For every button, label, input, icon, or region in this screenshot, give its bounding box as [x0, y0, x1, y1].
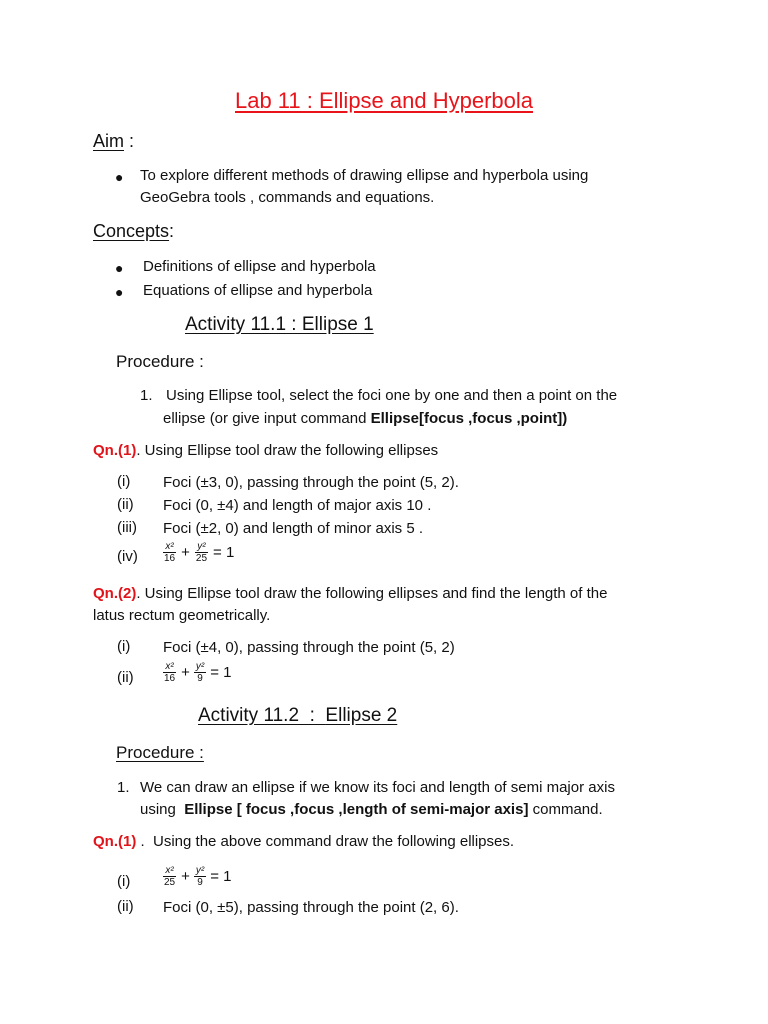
concept-item: Definitions of ellipse and hyperbola	[143, 258, 376, 275]
aim-heading: Aim	[93, 131, 124, 151]
denominator: 16	[164, 673, 176, 684]
fraction	[194, 541, 209, 564]
step-number: 1.	[117, 779, 130, 796]
operator: +	[181, 664, 190, 681]
item-number: (ii)	[117, 669, 134, 686]
equation	[161, 865, 232, 888]
aim-text-line1: To explore different methods of drawing ellipse and hyperbola using	[140, 167, 589, 184]
equation-rhs: = 1	[210, 664, 232, 681]
question-text: . Using Ellipse tool draw the following ellipses	[136, 442, 439, 459]
equation	[161, 661, 232, 684]
fraction	[162, 865, 177, 888]
numerator: y²	[195, 865, 205, 876]
item-text: Foci (0, ±4) and length of major axis 10 .	[163, 497, 432, 514]
concepts-heading: Concepts	[93, 221, 170, 241]
operator: +	[181, 868, 190, 885]
item-text: Foci (±4, 0), passing through the point (5, 2)	[163, 639, 455, 656]
equation-rhs: = 1	[210, 868, 232, 885]
concepts-heading-row	[93, 221, 174, 242]
denominator: 25	[164, 877, 176, 888]
item-number: (ii)	[117, 898, 134, 915]
denominator: 16	[164, 553, 176, 564]
concept-item: Equations of ellipse and hyperbola	[143, 282, 373, 299]
activity-2-heading-right: Ellipse 2	[325, 705, 398, 726]
aim-colon: :	[129, 131, 135, 151]
step-line1: Using Ellipse tool, select the foci one by one and then a point on the	[166, 387, 618, 404]
activity-1-heading: Activity 11.1 : Ellipse 1	[185, 314, 374, 335]
question-label: Qn.(1)	[93, 833, 137, 850]
numerator: x²	[165, 865, 174, 876]
bullet-icon: ●	[115, 284, 124, 300]
activity-2-procedure: Procedure :	[116, 743, 204, 762]
question-label: Qn.(2)	[93, 585, 137, 602]
step-line2-text: ellipse (or give input command	[163, 410, 371, 427]
activity-1-procedure: Procedure :	[116, 352, 204, 371]
step-command: Ellipse [ focus ,focus ,length of semi-major axis]	[184, 801, 529, 818]
step-line2-pre: using	[140, 801, 185, 818]
step-line1: We can draw an ellipse if we know its foci and length of semi major axis	[140, 779, 615, 796]
operator: +	[181, 544, 190, 561]
fraction	[194, 661, 206, 684]
item-text: Foci (0, ±5), passing through the point (2, 6).	[163, 899, 459, 916]
fraction	[194, 865, 206, 888]
concepts-colon: :	[169, 221, 175, 241]
page-title: Lab 11 : Ellipse and Hyperbola	[234, 88, 533, 113]
question-2-line2: latus rectum geometrically.	[93, 607, 271, 624]
fraction	[162, 661, 177, 684]
bullet-icon: ●	[115, 260, 124, 276]
item-text: Foci (±3, 0), passing through the point (5, 2).	[163, 474, 459, 491]
step-number: 1.	[140, 387, 153, 404]
step-line2-post: command.	[528, 801, 603, 818]
question-text: . Using the above command draw the following ellipses.	[136, 833, 515, 850]
question-2-line1	[93, 583, 607, 605]
numerator: x²	[165, 541, 174, 552]
fraction	[162, 541, 177, 564]
step-command: Ellipse[focus ,focus ,point])	[370, 410, 568, 427]
activity-2-heading	[198, 705, 397, 727]
question-1	[93, 440, 438, 462]
denominator: 25	[195, 553, 208, 564]
activity-2-heading-left: Activity 11.2 :	[198, 705, 326, 726]
item-number: (ii)	[117, 496, 134, 513]
item-number: (i)	[117, 873, 131, 890]
numerator: y²	[197, 541, 206, 552]
equation	[161, 541, 234, 564]
item-number: (i)	[117, 473, 131, 490]
item-number: (i)	[117, 638, 131, 655]
numerator: y²	[195, 661, 205, 672]
question-text: . Using Ellipse tool draw the following ellipses and find the length of the	[136, 585, 608, 602]
step-line2	[163, 408, 567, 430]
aim-heading-row	[93, 131, 134, 152]
item-number: (iv)	[117, 548, 138, 565]
item-number: (iii)	[117, 519, 137, 536]
item-text: Foci (±2, 0) and length of minor axis 5 .	[163, 520, 424, 537]
bullet-icon: ●	[115, 169, 124, 185]
denominator: 9	[197, 673, 203, 684]
aim-text-line2: GeoGebra tools , commands and equations.	[140, 189, 435, 206]
step-line2	[140, 799, 603, 821]
question-label: Qn.(1)	[93, 442, 137, 459]
numerator: x²	[165, 661, 174, 672]
equation-rhs: = 1	[213, 544, 235, 561]
denominator: 9	[197, 877, 203, 888]
question-1	[93, 831, 514, 853]
